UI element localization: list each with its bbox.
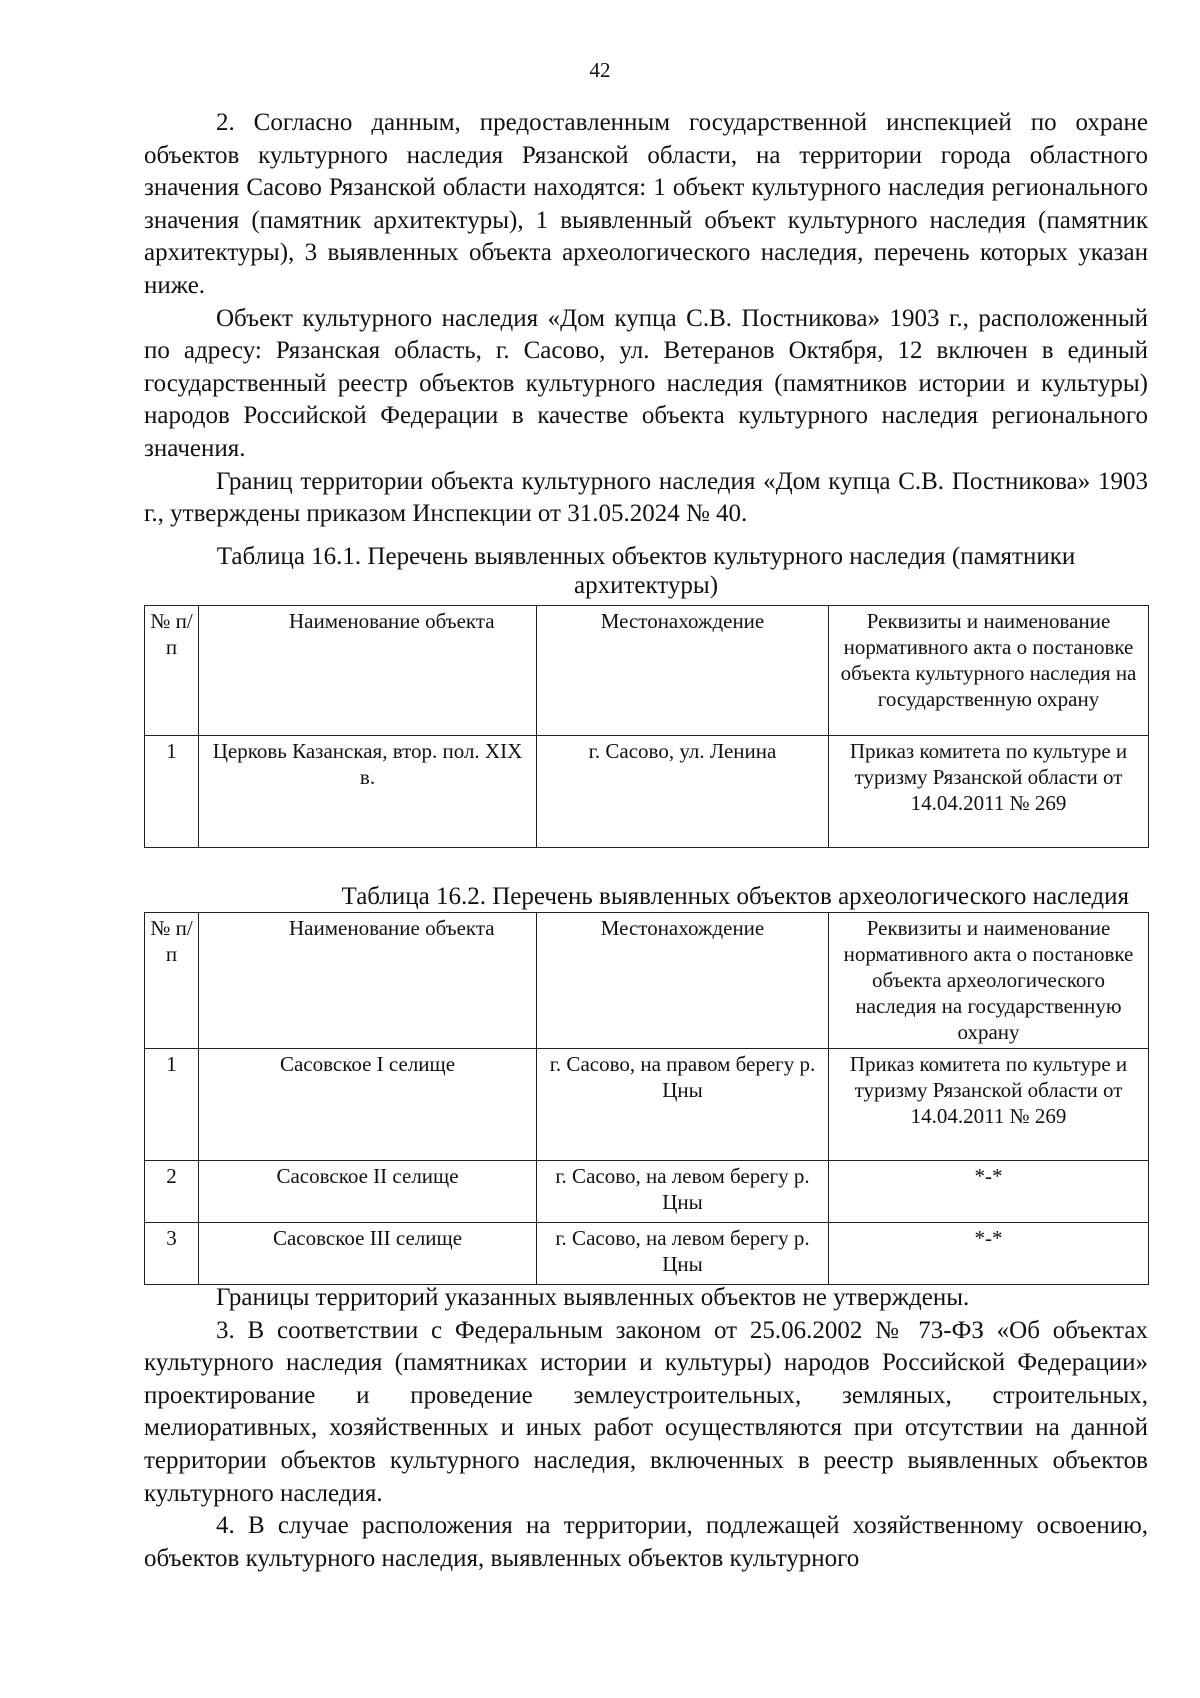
page-number: 42 <box>589 58 611 82</box>
header-num: № п/п <box>145 606 199 736</box>
cell-requisites: Приказ комитета по культуре и туризму Рязанской области от 14.04.2011 № 269 <box>829 736 1149 848</box>
cell-num: 3 <box>145 1223 199 1285</box>
cell-requisites: Приказ комитета по культуре и туризму Рязанской области от 14.04.2011 № 269 <box>829 1049 1149 1161</box>
table-row <box>145 1161 1149 1223</box>
cell-num: 1 <box>145 1049 199 1161</box>
header-num: № п/п <box>145 913 199 1049</box>
cell-location: г. Сасово, на правом берегу р. Цны <box>537 1049 829 1161</box>
paragraph-boundaries-approved: Границ территории объекта культурного наследия «Дом купца С.В. Постникова» 1903 г., утверждены приказом Инспекции от 31.05.2024 № 40. <box>144 467 1148 528</box>
header-name: Наименование объекта <box>199 913 537 1049</box>
header-name: Наименование объекта <box>199 606 537 736</box>
paragraph-federal-law: 3. В соответствии с Федеральным законом от 25.06.2002 № 73-ФЗ «Об объектах культурного наследия (памятниках истории и культуры) народов Российской Федерации» проектирование и проведение землеустроительных, земляных, строительных, мелиоративных, хозяйственных и иных работ осуществляются при отсутствии на данной территории объектов культурного наследия, включенных в реестр выявленных объектов культурного наследия. <box>144 1316 1148 1507</box>
header-requisites: Реквизиты и наименование нормативного акта о постановке объекта культурного наследия на государственную охрану <box>829 606 1149 736</box>
table-16-2 <box>144 912 1149 1285</box>
header-location: Местонахождение <box>537 913 829 1049</box>
paragraph-postnikov-house: Объект культурного наследия «Дом купца С.В. Постникова» 1903 г., расположенный по адресу: Рязанская область, г. Сасово, ул. Ветеранов Октября, 12 включен в единый государственный реестр объектов культурного наследия (памятников истории и культуры) народов Российской Федерации в качестве объекта культурного наследия регионального значения. <box>144 304 1148 462</box>
cell-num: 2 <box>145 1161 199 1223</box>
table-16-1-caption: Таблица 16.1. Перечень выявленных объектов культурного наследия (памятники архитектуры) <box>216 543 1076 599</box>
cell-name: Церковь Казанская, втор. пол. XIX в. <box>199 736 537 848</box>
closing-text-block <box>144 1282 1148 1575</box>
header-location: Местонахождение <box>537 606 829 736</box>
cell-location: г. Сасово, на левом берегу р. Цны <box>537 1161 829 1223</box>
cell-num: 1 <box>145 736 199 848</box>
cell-name: Сасовское II селище <box>199 1161 537 1223</box>
paragraph-cultural-heritage-summary: 2. Согласно данным, предоставленным государственной инспекцией по охране объектов культурного наследия Рязанской области, на территории города областного значения Сасово Рязанской области находятся: 1 объект культурного наследия регионального значения (памятник архитектуры), 1 выявленный объект культурного наследия (памятник архитектуры), 3 выявленных объекта археологического наследия, перечень которых указан ниже. <box>144 109 1148 299</box>
table-header-row <box>145 606 1149 736</box>
cell-location: г. Сасово, на левом берегу р. Цны <box>537 1223 829 1285</box>
table-header-row <box>145 913 1149 1049</box>
table-row <box>145 736 1149 848</box>
cell-location: г. Сасово, ул. Ленина <box>537 736 829 848</box>
cell-name: Сасовское III селище <box>199 1223 537 1285</box>
paragraph-boundaries-not-approved: Границы территорий указанных выявленных объектов не утверждены. <box>216 1284 970 1311</box>
cell-requisites: *-* <box>829 1223 1149 1285</box>
header-requisites: Реквизиты и наименование нормативного акта о постановке объекта археологического наследия на государственную охрану <box>829 913 1149 1049</box>
cell-requisites: *-* <box>829 1161 1149 1223</box>
table-16-1 <box>144 605 1149 848</box>
intro-text-block <box>144 107 1148 531</box>
table-row <box>145 1049 1149 1161</box>
cell-name: Сасовское I селище <box>199 1049 537 1161</box>
table-row <box>145 1223 1149 1285</box>
table-16-2-caption: Таблица 16.2. Перечень выявленных объектов археологического наследия <box>341 883 1129 910</box>
paragraph-heritage-on-territory: 4. В случае расположения на территории, подлежащей хозяйственному освоению, объектов культурного наследия, выявленных объектов культурного <box>144 1512 1148 1572</box>
